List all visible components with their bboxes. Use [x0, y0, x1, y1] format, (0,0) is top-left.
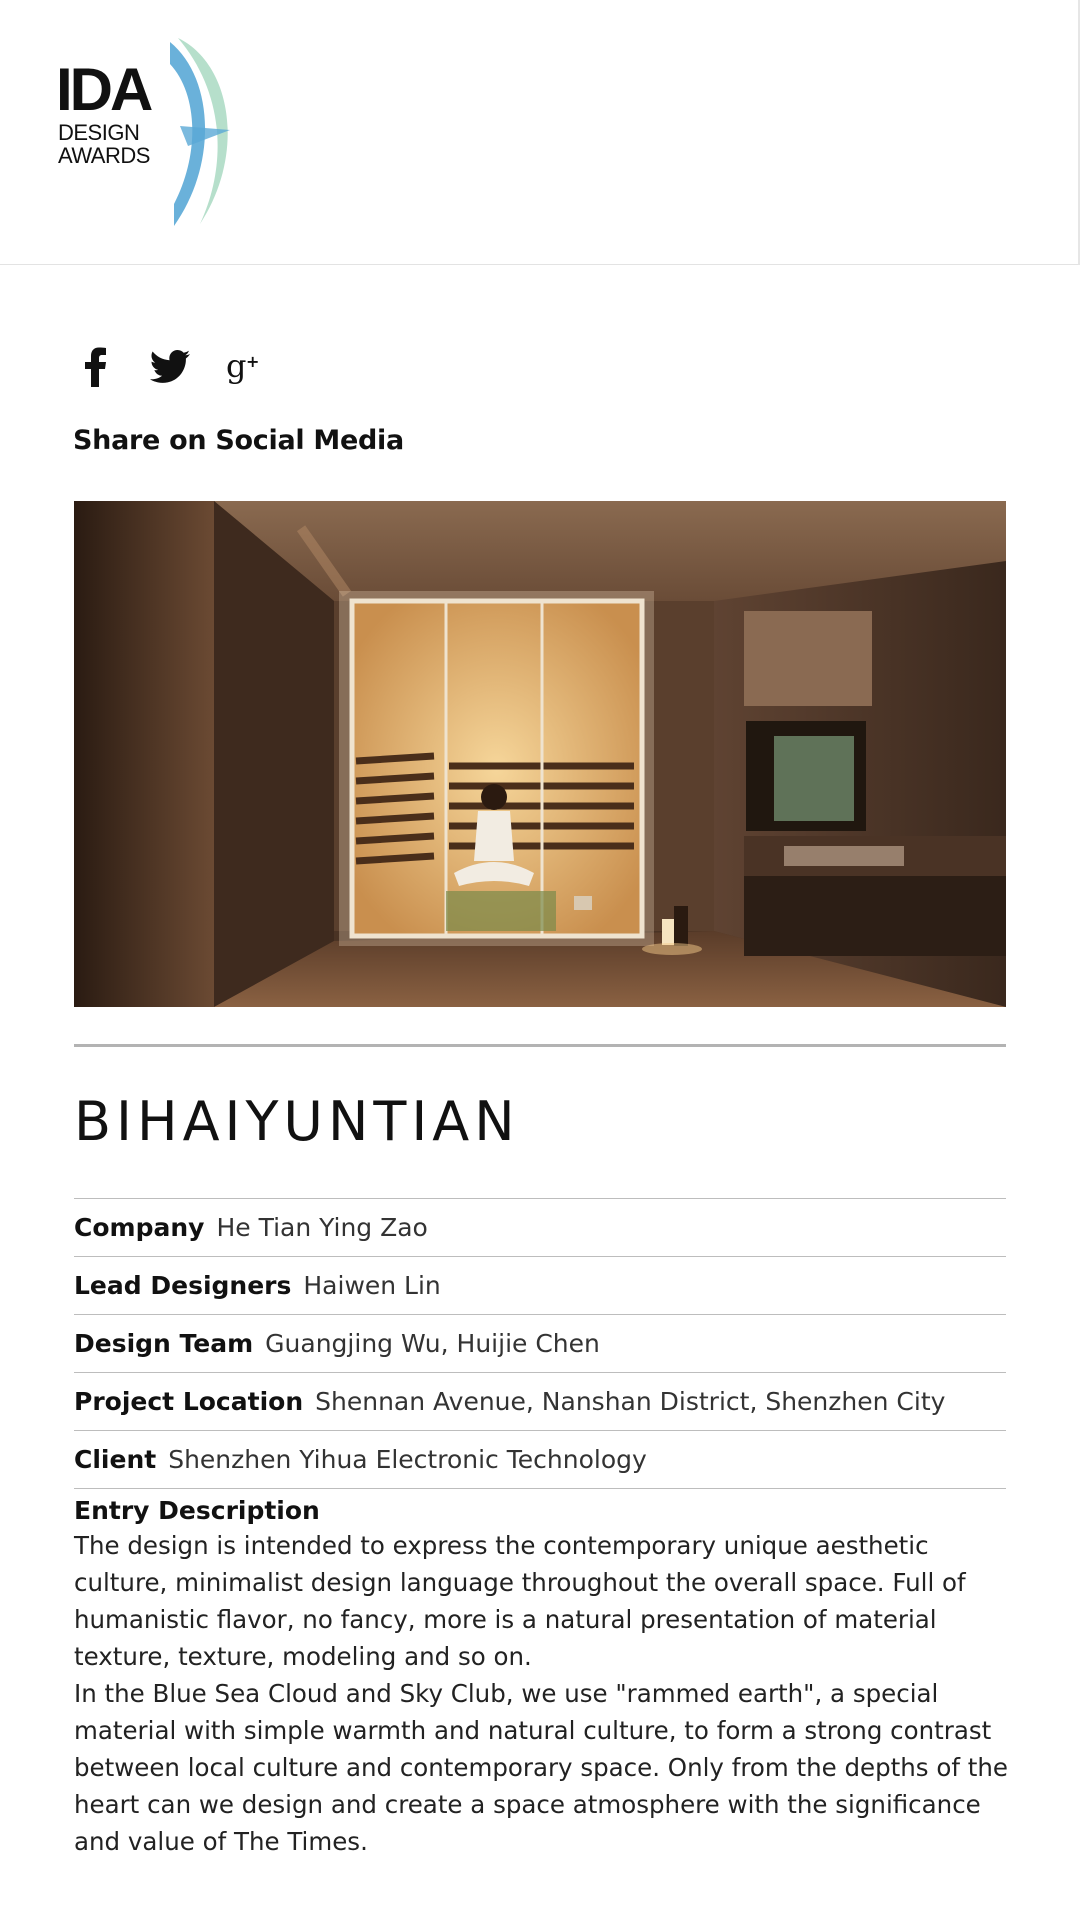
detail-row-client — [74, 1430, 1006, 1489]
logo-emblem-icon — [170, 34, 250, 230]
google-plus-icon — [224, 347, 264, 387]
site-header — [0, 0, 1080, 265]
entry-description-label: Entry Description — [74, 1496, 320, 1525]
project-hero-image — [74, 501, 1006, 1007]
svg-text:g: g — [226, 347, 247, 385]
google-plus-share-button[interactable] — [222, 345, 266, 389]
detail-value: Haiwen Lin — [303, 1271, 441, 1300]
logo-line-design: DESIGN — [58, 120, 140, 145]
project-details-table — [74, 1198, 1006, 1489]
ida-design-awards-logo[interactable] — [56, 34, 246, 230]
detail-label: Lead Designers — [74, 1271, 292, 1300]
detail-label: Design Team — [74, 1329, 254, 1358]
twitter-share-button[interactable] — [148, 345, 192, 389]
detail-value: Shennan Avenue, Nanshan District, Shenzhen City — [315, 1387, 946, 1416]
detail-label: Client — [74, 1445, 157, 1474]
twitter-icon — [150, 350, 190, 384]
svg-text:+: + — [246, 352, 260, 371]
detail-value: Guangjing Wu, Huijie Chen — [265, 1329, 600, 1358]
facebook-share-button[interactable] — [74, 345, 118, 389]
detail-label: Company — [74, 1213, 205, 1242]
facebook-icon — [84, 347, 108, 387]
detail-row-lead-designers — [74, 1256, 1006, 1314]
logo-line-awards: AWARDS — [58, 143, 150, 168]
detail-row-project-location — [74, 1372, 1006, 1430]
section-divider — [74, 1044, 1006, 1047]
project-title: BIHAIYUNTIAN — [74, 1090, 520, 1153]
detail-row-design-team — [74, 1314, 1006, 1372]
share-on-social-media-label: Share on Social Media — [73, 425, 404, 456]
detail-value: Shenzhen Yihua Electronic Technology — [168, 1445, 647, 1474]
entry-paragraph: In the Blue Sea Cloud and Sky Club, we use "rammed earth", a special material with simple warmth and natural culture, to form a strong contrast between local culture and contemporary space. Only from the depths of the heart can we design and create a space atmosphere with the significance and value of The Times. — [74, 1679, 1008, 1856]
sauna-room-photo — [74, 501, 1006, 1007]
entry-paragraph: The design is intended to express the contemporary unique aesthetic culture, minimalist design language throughout the overall space. Full of humanistic flavor, no fancy, more is a natural presentation of material texture, texture, modeling and so on. — [74, 1531, 966, 1671]
entry-description — [74, 1496, 1014, 1860]
detail-label: Project Location — [74, 1387, 304, 1416]
detail-row-company — [74, 1198, 1006, 1256]
social-share-bar — [74, 345, 266, 389]
detail-value: He Tian Ying Zao — [216, 1213, 428, 1242]
logo-wordmark: IDA — [56, 56, 151, 123]
